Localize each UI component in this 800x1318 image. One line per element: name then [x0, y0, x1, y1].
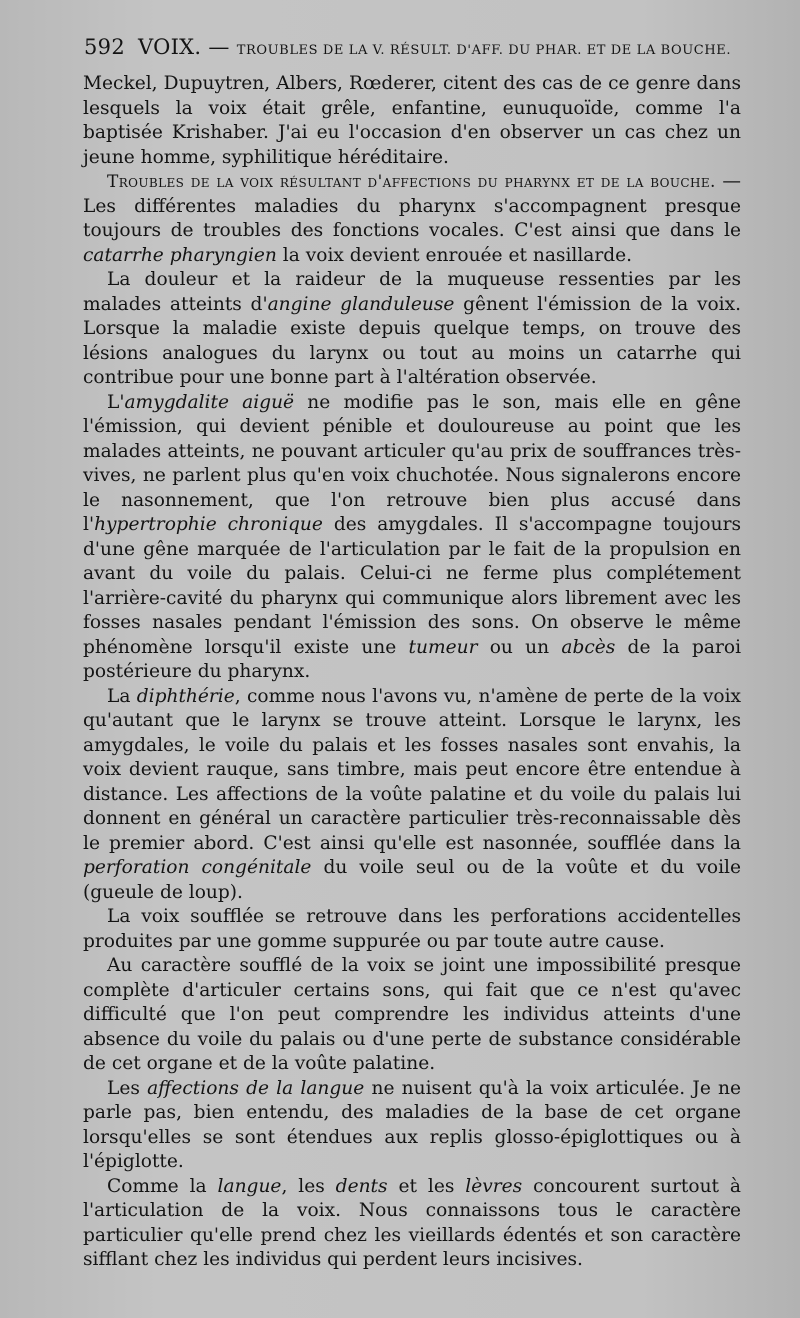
italic-term: lèvres	[465, 1175, 523, 1197]
text-run: des amygdales. Il s'accompagne toujours d'une gêne marquée de l'articulation par le fait de la propulsion en avant du voile du palais. Celui-ci ne ferme plus complétement l'arrière-cavité du pharynx qui communique alors librement avec les fosses nasales pendant l'émission des sons. On observe le même phénomène lorsqu'il existe une	[83, 514, 742, 658]
italic-term: angine glanduleuse	[267, 293, 455, 315]
italic-term: tumeur	[408, 636, 478, 658]
paragraph-1-text: Meckel, Dupuytren, Albers, Rœderer, citent des cas de ce genre dans lesquels la voix était grêle, enfantine, eunuquoïde, comme l'a baptisée Krishaber. J'ai eu l'occasion d'en observer un cas chez un jeune homme, syphilitique héréditaire.	[83, 73, 741, 168]
text-run: L'	[107, 391, 125, 413]
text-run: — Les différentes maladies du pharynx s'accompagnent presque toujours de troubles des fonctions vocales. C'est ainsi que dans le	[83, 171, 741, 241]
italic-term: amygdalite aiguë	[124, 391, 295, 413]
body-text	[83, 72, 741, 1273]
italic-term: perforation congénitale	[83, 857, 312, 878]
italic-term: diphthérie	[136, 685, 235, 707]
paragraph-6	[83, 905, 741, 954]
italic-term: dents	[335, 1175, 388, 1197]
text-run: Comme la	[107, 1175, 218, 1197]
header-section-word: VOIX.	[137, 35, 202, 59]
italic-term: hypertrophie chronique	[94, 514, 323, 535]
text-run: la voix devient enrouée et nasillarde.	[276, 244, 633, 266]
running-header	[84, 35, 770, 59]
text-run: gênent l'émission de la voix. Lorsque la maladie existe depuis quelque temps, on trouve des lésions analogues du larynx ou tout au moins un catarrhe qui contribue pour une bonne part à l'altération observée.	[83, 293, 741, 388]
paragraph-4	[83, 391, 741, 685]
running-title: TROUBLES DE LA V. RÉSULT. D'AFF. DU PHAR. ET DE LA BOUCHE.	[236, 43, 732, 58]
text-run: et les	[387, 1175, 466, 1197]
italic-term: langue	[217, 1175, 282, 1197]
paragraph-9	[83, 1175, 741, 1273]
italic-term: catarrhe pharyngien	[83, 244, 277, 266]
text-run: ne nuisent qu'à la voix articulée. Je ne parle pas, bien entendu, des maladies de la base de cet organe lorsqu'elles se sont étendues aux replis glosso-épiglottiques ou à l'épiglotte.	[83, 1077, 741, 1172]
section-heading: Troubles de la voix résultant d'affections du pharynx et de la bouche.	[107, 172, 716, 192]
text-run: , comme nous l'avons vu, n'amène de perte de la voix qu'autant que le larynx se trouve atteint. Lorsque le larynx, les amygdales, le voile du palais et les fosses nasales sont envahis, la voix devient rauque, sans timbre, mais peut encore être entendue à distance. Les affections de la voûte palatine et du voile du palais lui donnent en général un caractère particulier très-reconnaissable dès le premier abord. C'est ainsi qu'elle est nasonnée, soufflée dans la	[83, 685, 742, 854]
paragraph-1	[83, 72, 741, 170]
paragraph-2	[83, 170, 741, 268]
paragraph-7	[83, 954, 741, 1077]
italic-term: affections de la langue	[147, 1077, 365, 1099]
text-run: La	[107, 685, 137, 707]
text-run: Les	[107, 1077, 148, 1099]
paragraph-8	[83, 1077, 741, 1175]
text-run: La douleur et la raideur de la muqueuse ressenties par les malades atteints d'	[83, 269, 741, 315]
text-run: du voile seul ou de la voûte et du voile (gueule de loup).	[83, 857, 741, 903]
text-run: de la paroi postérieure du pharynx.	[83, 636, 742, 682]
paragraph-3	[83, 268, 741, 391]
text-run: La voix soufflée se retrouve dans les perforations accidentelles produites par une gomme suppurée ou par toute autre cause.	[83, 906, 741, 952]
text-run: ne modifie pas le son, mais elle en gêne l'émission, qui devient pénible et douloureuse au point que les malades atteints, ne pouvant articuler qu'au prix de souffrances très-vives, ne parlent plus qu'en voix chuchotée. Nous signalerons encore le nasonnement, que l'on retrouve bien plus accusé dans l'	[83, 391, 742, 535]
header-dash: —	[208, 35, 230, 59]
text-run: concourent surtout à l'articulation de la voix. Nous connaissons tous le caractère particulier qu'elle prend chez les vieillards édentés et son caractère sifflant chez les individus qui perdent leurs incisives.	[83, 1175, 742, 1270]
text-run: , les	[281, 1175, 336, 1197]
italic-term: abcès	[561, 636, 616, 658]
page-number: 592	[84, 35, 125, 59]
text-run: Au caractère soufflé de la voix se joint une impossibilité presque complète d'articuler certains sons, qui fait que ce n'est qu'avec difficulté que l'on peut comprendre les individus atteints d'une absence du voile du palais ou d'une perte de substance considérable de cet organe et de la voûte palatine.	[83, 955, 741, 1074]
text-run: ou un	[477, 636, 562, 658]
paragraph-5	[83, 685, 741, 906]
